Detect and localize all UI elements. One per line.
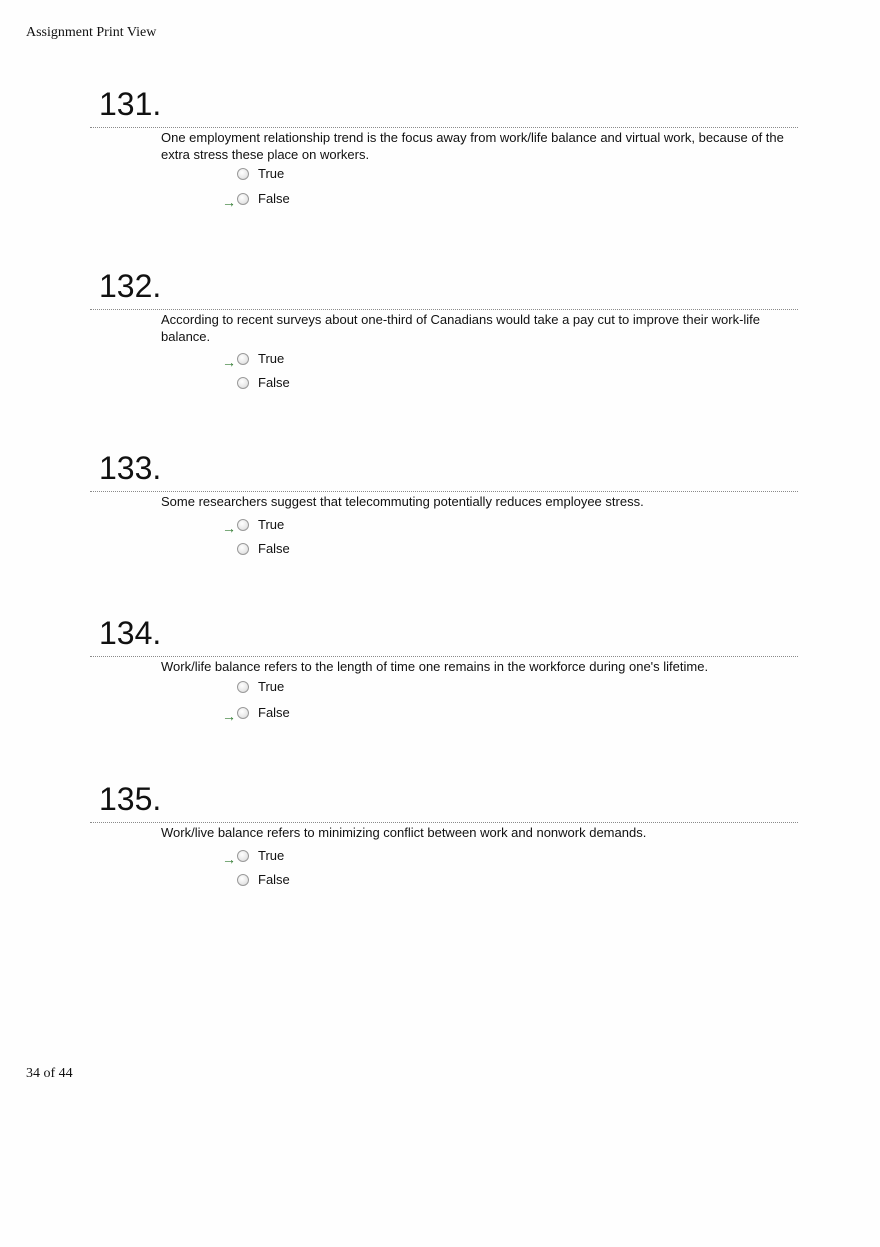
radio-icon[interactable] bbox=[237, 850, 249, 862]
question-132 bbox=[0, 270, 880, 410]
radio-icon[interactable] bbox=[237, 874, 249, 886]
option-true[interactable] bbox=[222, 519, 422, 537]
question-divider bbox=[90, 491, 798, 492]
question-number: 134. bbox=[99, 615, 162, 651]
question-number: 135. bbox=[99, 781, 162, 817]
option-label: False bbox=[258, 541, 290, 556]
radio-icon[interactable] bbox=[237, 543, 249, 555]
answer-arrow-icon: → bbox=[222, 708, 236, 724]
option-label: False bbox=[258, 872, 290, 887]
answer-arrow-icon: → bbox=[222, 520, 236, 536]
answer-arrow-icon: → bbox=[222, 354, 236, 370]
question-divider bbox=[90, 656, 798, 657]
radio-icon[interactable] bbox=[237, 707, 249, 719]
radio-icon[interactable] bbox=[237, 353, 249, 365]
radio-icon[interactable] bbox=[237, 168, 249, 180]
question-number: 131. bbox=[99, 86, 162, 122]
radio-icon[interactable] bbox=[237, 377, 249, 389]
option-true[interactable] bbox=[222, 353, 422, 371]
question-134 bbox=[0, 617, 880, 757]
question-divider bbox=[90, 822, 798, 823]
option-false[interactable] bbox=[222, 874, 422, 892]
question-text: One employment relationship trend is the focus away from work/life balance and virtual work, because of the extra stress these place on workers. bbox=[161, 130, 784, 162]
question-text: Work/life balance refers to the length of time one remains in the workforce during one's lifetime. bbox=[161, 659, 709, 674]
option-label: True bbox=[258, 166, 285, 181]
option-true[interactable] bbox=[222, 681, 422, 699]
option-label: False bbox=[258, 375, 290, 390]
option-false[interactable] bbox=[222, 193, 422, 211]
option-label: False bbox=[258, 705, 290, 720]
question-divider bbox=[90, 309, 798, 310]
page-number: 34 of 44 bbox=[26, 1066, 73, 1081]
question-131 bbox=[0, 88, 880, 228]
question-number: 132. bbox=[99, 268, 162, 304]
option-label: True bbox=[258, 679, 285, 694]
option-label: True bbox=[258, 351, 285, 366]
question-text: According to recent surveys about one-third of Canadians would take a pay cut to improve their work-life balance. bbox=[161, 312, 761, 344]
radio-icon[interactable] bbox=[237, 519, 249, 531]
question-divider bbox=[90, 127, 798, 128]
option-true[interactable] bbox=[222, 850, 422, 868]
question-text: Some researchers suggest that telecommuting potentially reduces employee stress. bbox=[161, 494, 644, 509]
answer-arrow-icon: → bbox=[222, 851, 236, 867]
option-false[interactable] bbox=[222, 377, 422, 395]
radio-icon[interactable] bbox=[237, 193, 249, 205]
question-133 bbox=[0, 452, 880, 592]
option-label: True bbox=[258, 848, 285, 863]
answer-arrow-icon: → bbox=[222, 194, 236, 210]
option-false[interactable] bbox=[222, 707, 422, 725]
radio-icon[interactable] bbox=[237, 681, 249, 693]
question-number: 133. bbox=[99, 450, 162, 486]
page-header-title: Assignment Print View bbox=[26, 25, 157, 40]
option-true[interactable] bbox=[222, 168, 422, 186]
question-text: Work/live balance refers to minimizing conflict between work and nonwork demands. bbox=[161, 825, 647, 840]
question-135 bbox=[0, 783, 880, 923]
option-false[interactable] bbox=[222, 543, 422, 561]
option-label: False bbox=[258, 191, 290, 206]
option-label: True bbox=[258, 517, 285, 532]
